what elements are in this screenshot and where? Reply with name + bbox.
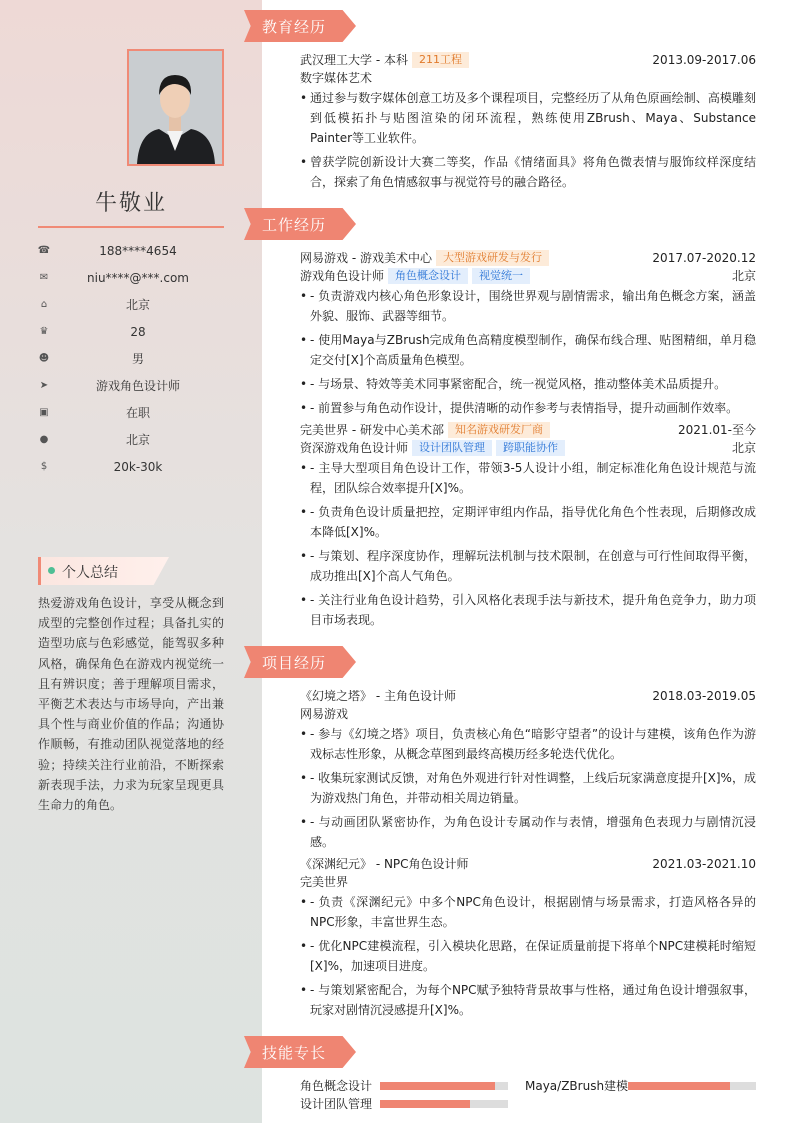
gender-icon: ☻ xyxy=(38,352,50,364)
skill-bar-fill xyxy=(380,1100,470,1108)
info-value: 北京 xyxy=(125,298,150,312)
entry-right-text: 2013.09-2017.06 xyxy=(652,53,756,67)
bullet-item xyxy=(300,330,756,370)
skill-label: Maya/ZBrush建模 xyxy=(525,1079,629,1093)
person-name: 牛敬业 xyxy=(94,191,167,216)
bullet-text: - 前置参与角色动作设计，提供清晰的动作参考与表情指导，提升动画制作效率。 xyxy=(310,401,739,415)
info-value: niu****@***.com xyxy=(87,271,189,285)
entry-line xyxy=(300,873,756,891)
entry-right-text: 2017.07-2020.12 xyxy=(652,251,756,265)
entry-line xyxy=(300,69,756,87)
bullet-dot: • xyxy=(300,727,308,741)
bullet-dot: • xyxy=(300,815,308,829)
info-value: 北京 xyxy=(125,433,150,447)
bullet-item xyxy=(300,152,756,192)
bullet-dot: • xyxy=(300,983,308,997)
info-value: 20k-30k xyxy=(113,460,163,474)
bullet-text: - 收集玩家测试反馈，对角色外观进行针对性调整，上线后玩家满意度提升[X]%，成为游戏热门角色，并带动相关周边销量。 xyxy=(310,771,756,805)
bullet-item xyxy=(300,724,756,764)
skill-label: 设计团队管理 xyxy=(300,1097,373,1111)
entry-line xyxy=(300,249,756,267)
bullet-text: 曾获学院创新设计大赛二等奖，作品《情绪面具》将角色微表情与服饰纹样深度结合，探索了角色情感叙事与视觉符号的融合路径。 xyxy=(310,155,756,189)
section-header-skills xyxy=(244,1036,356,1068)
role-tag: 跨职能协作 xyxy=(496,440,565,456)
bullet-dot: • xyxy=(300,289,308,303)
info-value: 188****4654 xyxy=(99,244,177,258)
entry-line xyxy=(300,51,756,69)
sidebar xyxy=(0,0,262,1123)
section-header-projects xyxy=(244,646,356,678)
skill-bar-fill xyxy=(628,1082,730,1090)
summary-section-header xyxy=(38,557,134,585)
role-tag: 设计团队管理 xyxy=(412,440,492,456)
bullet-text: 通过参与数字媒体创意工坊及多个课程项目，完整经历了从角色原画绘制、高模雕刻到低模拓扑与贴图渲染的闭环流程，熟练使用ZBrush、Maya、Substance Painter等工业软件。 xyxy=(310,91,756,145)
bullet-item xyxy=(300,936,756,976)
name-divider xyxy=(38,226,224,228)
project-company: 完美世界 xyxy=(300,875,349,889)
bullet-dot: • xyxy=(300,155,308,169)
bullet-item xyxy=(300,980,756,1020)
summary-text: 热爱游戏角色设计，享受从概念到成型的完整创作过程；具备扎实的造型功底与色彩感觉，能驾驭多种风格，确保角色在游戏内视觉统一且有辨识度；善于理解项目需求，平衡艺术表达与市场导向，产出兼具个性与商业价值的作品；沟通协作顺畅，有推动团队视觉落地的经验；持续关注行业前沿，不断探索新表现手法，力求为玩家呈现更具生命力的角色。 xyxy=(38,596,224,813)
bullet-dot: • xyxy=(300,549,308,563)
bullet-dot: • xyxy=(300,505,308,519)
bullet-item xyxy=(300,502,756,542)
section-title: 项目经历 xyxy=(262,654,327,672)
info-row xyxy=(38,269,224,289)
bullet-text: - 参与《幻境之塔》项目，负责核心角色“暗影守望者”的设计与建模，该角色作为游戏标志性形象，从概念草图到最终高模历经多轮迭代优化。 xyxy=(310,727,756,761)
bullet-item xyxy=(300,546,756,586)
entry-right-text: 北京 xyxy=(731,269,756,283)
info-row xyxy=(38,431,224,451)
send-icon: ➤ xyxy=(39,379,49,391)
bullet-text: - 与场景、特效等美术同事紧密配合，统一视觉风格，推动整体美术品质提升。 xyxy=(310,377,727,391)
bullet-text: - 与策划、程序深度协作，理解玩法机制与技术限制，在创意与可行性间取得平衡，成功推出[X]个高人气角色。 xyxy=(310,549,756,583)
bullet-dot: • xyxy=(300,593,308,607)
info-value: 男 xyxy=(131,352,144,366)
bullet-text: - 负责角色设计质量把控，定期评审组内作品，指导优化角色个性表现，后期修改成本降低[X]%。 xyxy=(310,505,756,539)
bullet-dot: • xyxy=(300,895,308,909)
info-row xyxy=(38,323,224,343)
bullet-item xyxy=(300,458,756,498)
section-title: 工作经历 xyxy=(262,216,327,234)
info-value: 在职 xyxy=(125,406,150,420)
project-name: 《深渊纪元》 - NPC角色设计师 xyxy=(300,857,469,871)
bullet-text: - 关注行业角色设计趋势，引入风格化表现手法与新技术，提升角色竞争力，助力项目市场表现。 xyxy=(310,593,756,627)
bullet-item xyxy=(300,88,756,148)
bullet-text: - 与动画团队紧密协作，为角色设计专属动作与表情，增强角色表现力与剧情沉浸感。 xyxy=(310,815,756,849)
role-tag: 角色概念设计 xyxy=(388,268,468,284)
entry-right-text: 2018.03-2019.05 xyxy=(652,689,756,703)
bullet-text: - 负责《深渊纪元》中多个NPC角色设计，根据剧情与场景需求，打造风格各异的NPC形象，丰富世界生态。 xyxy=(310,895,756,929)
bullet-text: - 优化NPC建模流程，引入模块化思路，在保证质量前提下将单个NPC建模耗时缩短[X]%，加速项目进度。 xyxy=(310,939,756,973)
entry-line xyxy=(300,439,756,457)
info-row xyxy=(38,242,224,262)
salary-icon: $ xyxy=(40,460,48,472)
company-badge: 大型游戏研发与发行 xyxy=(436,250,549,266)
green-dot-icon xyxy=(48,567,55,574)
bullet-text: - 与策划紧密配合，为每个NPC赋予独特背景故事与性格，通过角色设计增强叙事，玩家对剧情沉浸感提升[X]%。 xyxy=(310,983,756,1017)
job-role: 资深游戏角色设计师 xyxy=(300,441,409,455)
bullet-dot: • xyxy=(300,91,308,105)
home-icon: ⌂ xyxy=(40,298,48,310)
skill-bar xyxy=(380,1100,508,1108)
bullet-item xyxy=(300,892,756,932)
skill-bar xyxy=(380,1082,508,1090)
bullet-dot: • xyxy=(300,461,308,475)
section-header-work xyxy=(244,208,356,240)
bullet-text: - 使用Maya与ZBrush完成角色高精度模型制作，确保布线合理、贴图精细，单月稳定交付[X]个高质量角色模型。 xyxy=(310,333,756,367)
entry-line xyxy=(300,267,756,285)
bullet-item xyxy=(300,590,756,630)
phone-icon: ☎ xyxy=(37,244,51,256)
section-title: 技能专长 xyxy=(262,1044,327,1062)
skill-label: 角色概念设计 xyxy=(300,1079,373,1093)
bullet-dot: • xyxy=(300,333,308,347)
info-row xyxy=(38,377,224,397)
company-badge: 知名游戏研发厂商 xyxy=(448,422,550,438)
company-name: 完美世界 - 研发中心美术部 xyxy=(300,423,444,437)
bullet-dot: • xyxy=(300,939,308,953)
bullet-item xyxy=(300,286,756,326)
company-name: 网易游戏 - 游戏美术中心 xyxy=(300,251,432,265)
avatar xyxy=(127,49,224,166)
info-row xyxy=(38,350,224,370)
email-icon: ✉ xyxy=(39,271,49,283)
section-title: 教育经历 xyxy=(262,18,327,36)
info-row xyxy=(38,458,224,478)
bullet-dot: • xyxy=(300,401,308,415)
skill-bar-fill xyxy=(380,1082,495,1090)
info-row xyxy=(38,404,224,424)
entry-line xyxy=(300,705,756,723)
job-role: 游戏角色设计师 xyxy=(300,269,385,283)
bullet-item xyxy=(300,374,756,394)
project-name: 《幻境之塔》 - 主角色设计师 xyxy=(300,689,456,703)
info-row xyxy=(38,296,224,316)
entry-right-text: 北京 xyxy=(731,441,756,455)
summary-title: 个人总结 xyxy=(62,565,118,581)
skill-bar xyxy=(628,1082,756,1090)
bullet-item xyxy=(300,812,756,852)
section-header-education xyxy=(244,10,356,42)
entry-right-text: 2021.01-至今 xyxy=(678,423,756,437)
bullet-dot: • xyxy=(300,377,308,391)
entry-right-text: 2021.03-2021.10 xyxy=(652,857,756,871)
major: 数字媒体艺术 xyxy=(300,71,373,85)
entry-line xyxy=(300,687,756,705)
role-tag: 视觉统一 xyxy=(472,268,530,284)
bullet-dot: • xyxy=(300,771,308,785)
school-badge: 211工程 xyxy=(412,52,469,68)
cake-icon: ♛ xyxy=(39,325,49,337)
school-name: 武汉理工大学 - 本科 xyxy=(300,53,408,67)
bullet-item xyxy=(300,768,756,808)
project-company: 网易游戏 xyxy=(300,707,349,721)
bullet-item xyxy=(300,398,756,418)
briefcase-icon: ▣ xyxy=(39,406,49,418)
info-value: 游戏角色设计师 xyxy=(95,379,180,393)
entry-line xyxy=(300,421,756,439)
location-icon: ● xyxy=(39,433,49,445)
bullet-text: - 负责游戏内核心角色形象设计，围绕世界观与剧情需求，输出角色概念方案，涵盖外貌、服饰、武器等细节。 xyxy=(310,289,756,323)
bullet-text: - 主导大型项目角色设计工作，带领3-5人设计小组，制定标准化角色设计规范与流程，团队综合效率提升[X]%。 xyxy=(310,461,756,495)
entry-line xyxy=(300,855,756,873)
info-value: 28 xyxy=(130,325,146,339)
